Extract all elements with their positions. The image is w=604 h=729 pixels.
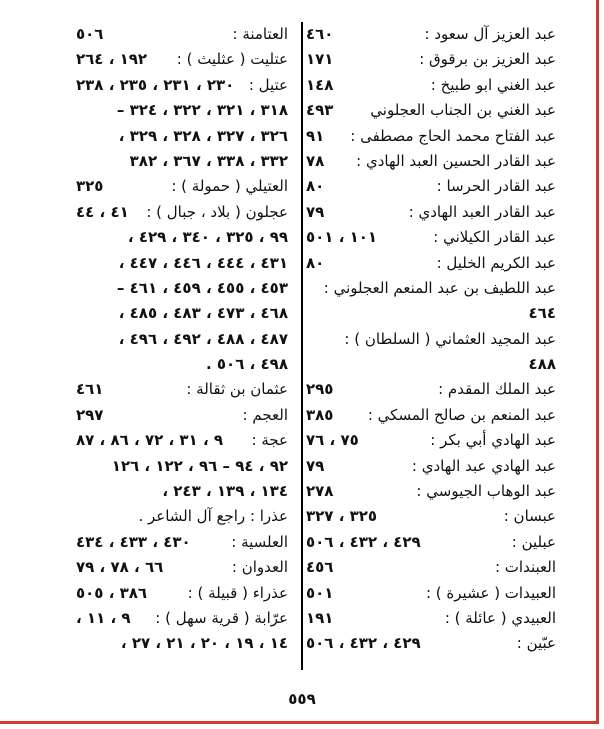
page-number: ٥٥٩ <box>288 690 316 708</box>
entry-pages: ٧٩ <box>306 202 325 221</box>
entry-name: عبد القادر الكيلاني : <box>433 228 556 247</box>
index-entry <box>76 581 288 606</box>
index-entry <box>306 428 556 453</box>
entry-pages: ١٤ ، ١٩ ، ٢٠ ، ٢١ ، ٢٧ ، <box>120 634 288 653</box>
entry-name: عبّين : <box>516 634 556 653</box>
index-entry <box>76 428 288 453</box>
index-entry <box>76 555 288 580</box>
entry-name: عذرا : راجع آل الشاعر . <box>138 507 288 526</box>
entry-pages: ٢٩٥ <box>306 380 334 399</box>
entry-pages: ٥٠٦ <box>76 25 104 43</box>
entry-pages: ٤٨٧ ، ٤٨٨ ، ٤٩٢ ، ٤٩٦ ، <box>118 329 288 348</box>
index-entry <box>76 47 288 72</box>
entry-pages: ١٣٤ ، ١٣٩ ، ٢٤٣ ، <box>162 482 288 501</box>
entry-name: عتليت ( عثليث ) : <box>176 50 288 69</box>
entry-pages: ٣١٨ ، ٣٢١ ، ٣٢٢ ، ٣٢٤ – <box>116 101 288 120</box>
entry-pages: ٩١ <box>306 126 325 145</box>
index-entry <box>76 631 288 656</box>
index-entry <box>76 377 288 402</box>
entry-pages: ٨٠ <box>306 177 325 196</box>
index-entry <box>306 606 556 631</box>
index-entry <box>306 276 556 301</box>
index-entry <box>306 98 556 123</box>
entry-name: عبد الوهاب الجيوسي : <box>416 482 556 501</box>
entry-pages: ٤٣٠ ، ٤٣٣ ، ٤٣٤ <box>76 532 191 551</box>
index-entry <box>306 352 556 377</box>
entry-name: العبندات : <box>494 558 556 577</box>
entry-pages: ٣٨٥ <box>306 405 334 424</box>
entry-name: عبلين : <box>511 532 556 551</box>
entry-pages: ٣٢٦ ، ٣٢٧ ، ٣٢٨ ، ٣٢٩ ، <box>118 126 288 145</box>
index-entry <box>306 631 556 656</box>
entry-pages: ١٩١ <box>306 608 334 627</box>
index-entry <box>76 454 288 479</box>
entry-pages: ١٧١ <box>306 50 334 69</box>
index-column-left <box>76 22 288 657</box>
entry-pages: ٢٣٠ ، ٢٣١ ، ٢٣٥ ، ٢٣٨ <box>76 75 235 94</box>
entry-pages: ٣٢٥ <box>76 177 104 196</box>
index-entry <box>76 174 288 199</box>
entry-pages: ٤٢٩ ، ٤٣٢ ، ٥٠٦ <box>306 634 421 653</box>
index-entry <box>306 530 556 555</box>
index-entry <box>76 606 288 631</box>
entry-name: العتيلي ( حمولة ) : <box>171 177 288 196</box>
entry-pages: ٧٥ ، ٧٦ <box>306 431 359 450</box>
entry-name: العتامنة : <box>232 25 288 43</box>
entry-pages: ١٤٨ <box>306 75 334 94</box>
index-column-right <box>306 22 556 657</box>
index-entry <box>76 327 288 352</box>
entry-pages: ٢٩٧ <box>76 405 104 424</box>
index-entry <box>76 504 288 529</box>
entry-name: عبد العزيز بن برقوق : <box>419 50 556 69</box>
index-entry <box>306 327 556 352</box>
index-entry <box>306 22 556 47</box>
entry-pages: ٤٦٤ <box>528 304 556 323</box>
entry-name: العجم : <box>242 405 288 424</box>
index-entry <box>76 98 288 123</box>
entry-name: العبيدي ( عائلة ) : <box>444 608 556 627</box>
entry-pages: ١٠١ ، ٥٠١ <box>306 228 378 247</box>
entry-pages: ٤٩٨ ، ٥٠٦ . <box>205 355 288 374</box>
entry-name: عبد الكريم الخليل : <box>436 253 556 272</box>
entry-pages: ٤٩٣ <box>306 101 334 120</box>
entry-pages: ٣٨٦ ، ٥٠٥ <box>76 583 148 602</box>
entry-pages: ٤٦١ <box>76 380 104 399</box>
index-entry <box>306 200 556 225</box>
index-entry <box>306 454 556 479</box>
entry-pages: ٩ ، ٣١ ، ٧٢ ، ٨٦ ، ٨٧ <box>76 431 224 450</box>
index-entry <box>76 276 288 301</box>
entry-name: عبد العزيز آل سعود : <box>424 25 556 43</box>
entry-pages: ٤١ ، ٤٤ <box>76 202 129 221</box>
entry-name: عبسان : <box>503 507 556 526</box>
entry-name: عبد القادر الحرسا : <box>436 177 556 196</box>
entry-name: عتيل : <box>248 75 288 94</box>
entry-pages: ١٩٢ ، ٢٦٤ <box>76 50 148 69</box>
index-entry <box>306 581 556 606</box>
index-entry <box>306 555 556 580</box>
entry-pages: ٩ ، ١١ ، <box>76 608 131 627</box>
entry-pages: ٣٣٢ ، ٣٣٨ ، ٣٦٧ ، ٣٨٢ <box>129 151 288 170</box>
entry-name: عبد المجيد العثماني ( السلطان ) : <box>344 329 556 348</box>
index-entry <box>306 479 556 504</box>
index-entry <box>306 174 556 199</box>
entry-pages: ٧٩ <box>306 456 325 475</box>
entry-name: عرّابة ( قرية سهل ) : <box>155 608 288 627</box>
entry-pages: ٩٩ ، ٣٢٥ ، ٣٤٠ ، ٤٢٩ ، <box>127 228 288 247</box>
index-entry <box>306 403 556 428</box>
index-entry <box>76 22 288 47</box>
entry-name: عبد القادر الحسين العبد الهادي : <box>356 151 556 170</box>
entry-name: عذراء ( قبيلة ) : <box>187 583 288 602</box>
index-entry <box>306 124 556 149</box>
entry-name: عبد الهادي عبد الهادي : <box>411 456 556 475</box>
entry-name: العلسية : <box>231 532 288 551</box>
entry-name: عثمان بن ثقالة : <box>186 380 288 399</box>
index-entry <box>76 149 288 174</box>
index-entry <box>306 377 556 402</box>
entry-pages: ٤٢٩ ، ٤٣٢ ، ٥٠٦ <box>306 532 421 551</box>
entry-pages: ٩٢ ، ٩٤ – ٩٦ ، ١٢٢ ، ١٢٦ <box>111 456 288 475</box>
index-entry <box>76 479 288 504</box>
entry-name: عبد اللطيف بن عبد المنعم العجلوني : <box>323 278 556 297</box>
entry-name: عجلون ( بلاد ، جبال ) : <box>146 202 288 221</box>
entry-pages: ٤٣١ ، ٤٤٤ ، ٤٤٦ ، ٤٤٧ ، <box>118 253 288 272</box>
index-entry <box>306 47 556 72</box>
entry-pages: ٥٠١ <box>306 583 334 602</box>
entry-pages: ٢٧٨ <box>306 482 334 501</box>
index-entry <box>76 251 288 276</box>
index-entry <box>76 301 288 326</box>
index-entry <box>306 301 556 326</box>
entry-name: عجة : <box>251 431 288 450</box>
index-entry <box>76 73 288 98</box>
index-entry <box>306 225 556 250</box>
entry-pages: ٤٨٨ <box>528 355 556 374</box>
index-entry <box>76 200 288 225</box>
entry-name: عبد الفتاح محمد الحاج مصطفى : <box>350 126 556 145</box>
entry-name: عبد القادر العبد الهادي : <box>408 202 556 221</box>
entry-name: عبد المنعم بن صالح المسكي : <box>367 405 556 424</box>
entry-pages: ٦٦ ، ٧٨ ، ٧٩ <box>76 558 164 577</box>
column-divider <box>301 22 303 670</box>
entry-pages: ٤٥٣ ، ٤٥٥ ، ٤٥٩ ، ٤٦١ – <box>116 278 288 297</box>
entry-pages: ٤٥٦ <box>306 558 334 577</box>
entry-pages: ٣٢٥ ، ٣٢٧ <box>306 507 378 526</box>
index-entry <box>76 225 288 250</box>
entry-name: عبد الملك المقدم : <box>438 380 556 399</box>
entry-pages: ٤٦٠ <box>306 25 334 43</box>
entry-pages: ٤٦٨ ، ٤٧٣ ، ٤٨٣ ، ٤٨٥ ، <box>118 304 288 323</box>
index-entry <box>306 251 556 276</box>
index-entry <box>76 352 288 377</box>
index-entry <box>76 124 288 149</box>
entry-name: العبيدات ( عشيرة ) : <box>425 583 556 602</box>
entry-name: عبد الغني ابو طبيخ : <box>430 75 556 94</box>
index-entry <box>306 504 556 529</box>
entry-pages: ٧٨ <box>306 151 325 170</box>
entry-pages: ٨٠ <box>306 253 325 272</box>
index-entry <box>306 149 556 174</box>
index-entry <box>76 403 288 428</box>
entry-name: العدوان : <box>231 558 288 577</box>
index-entry <box>76 530 288 555</box>
index-entry <box>306 73 556 98</box>
entry-name: عبد الغني بن الجناب العجلوني <box>370 101 556 120</box>
entry-name: عبد الهادي أبي بكر : <box>430 431 556 450</box>
